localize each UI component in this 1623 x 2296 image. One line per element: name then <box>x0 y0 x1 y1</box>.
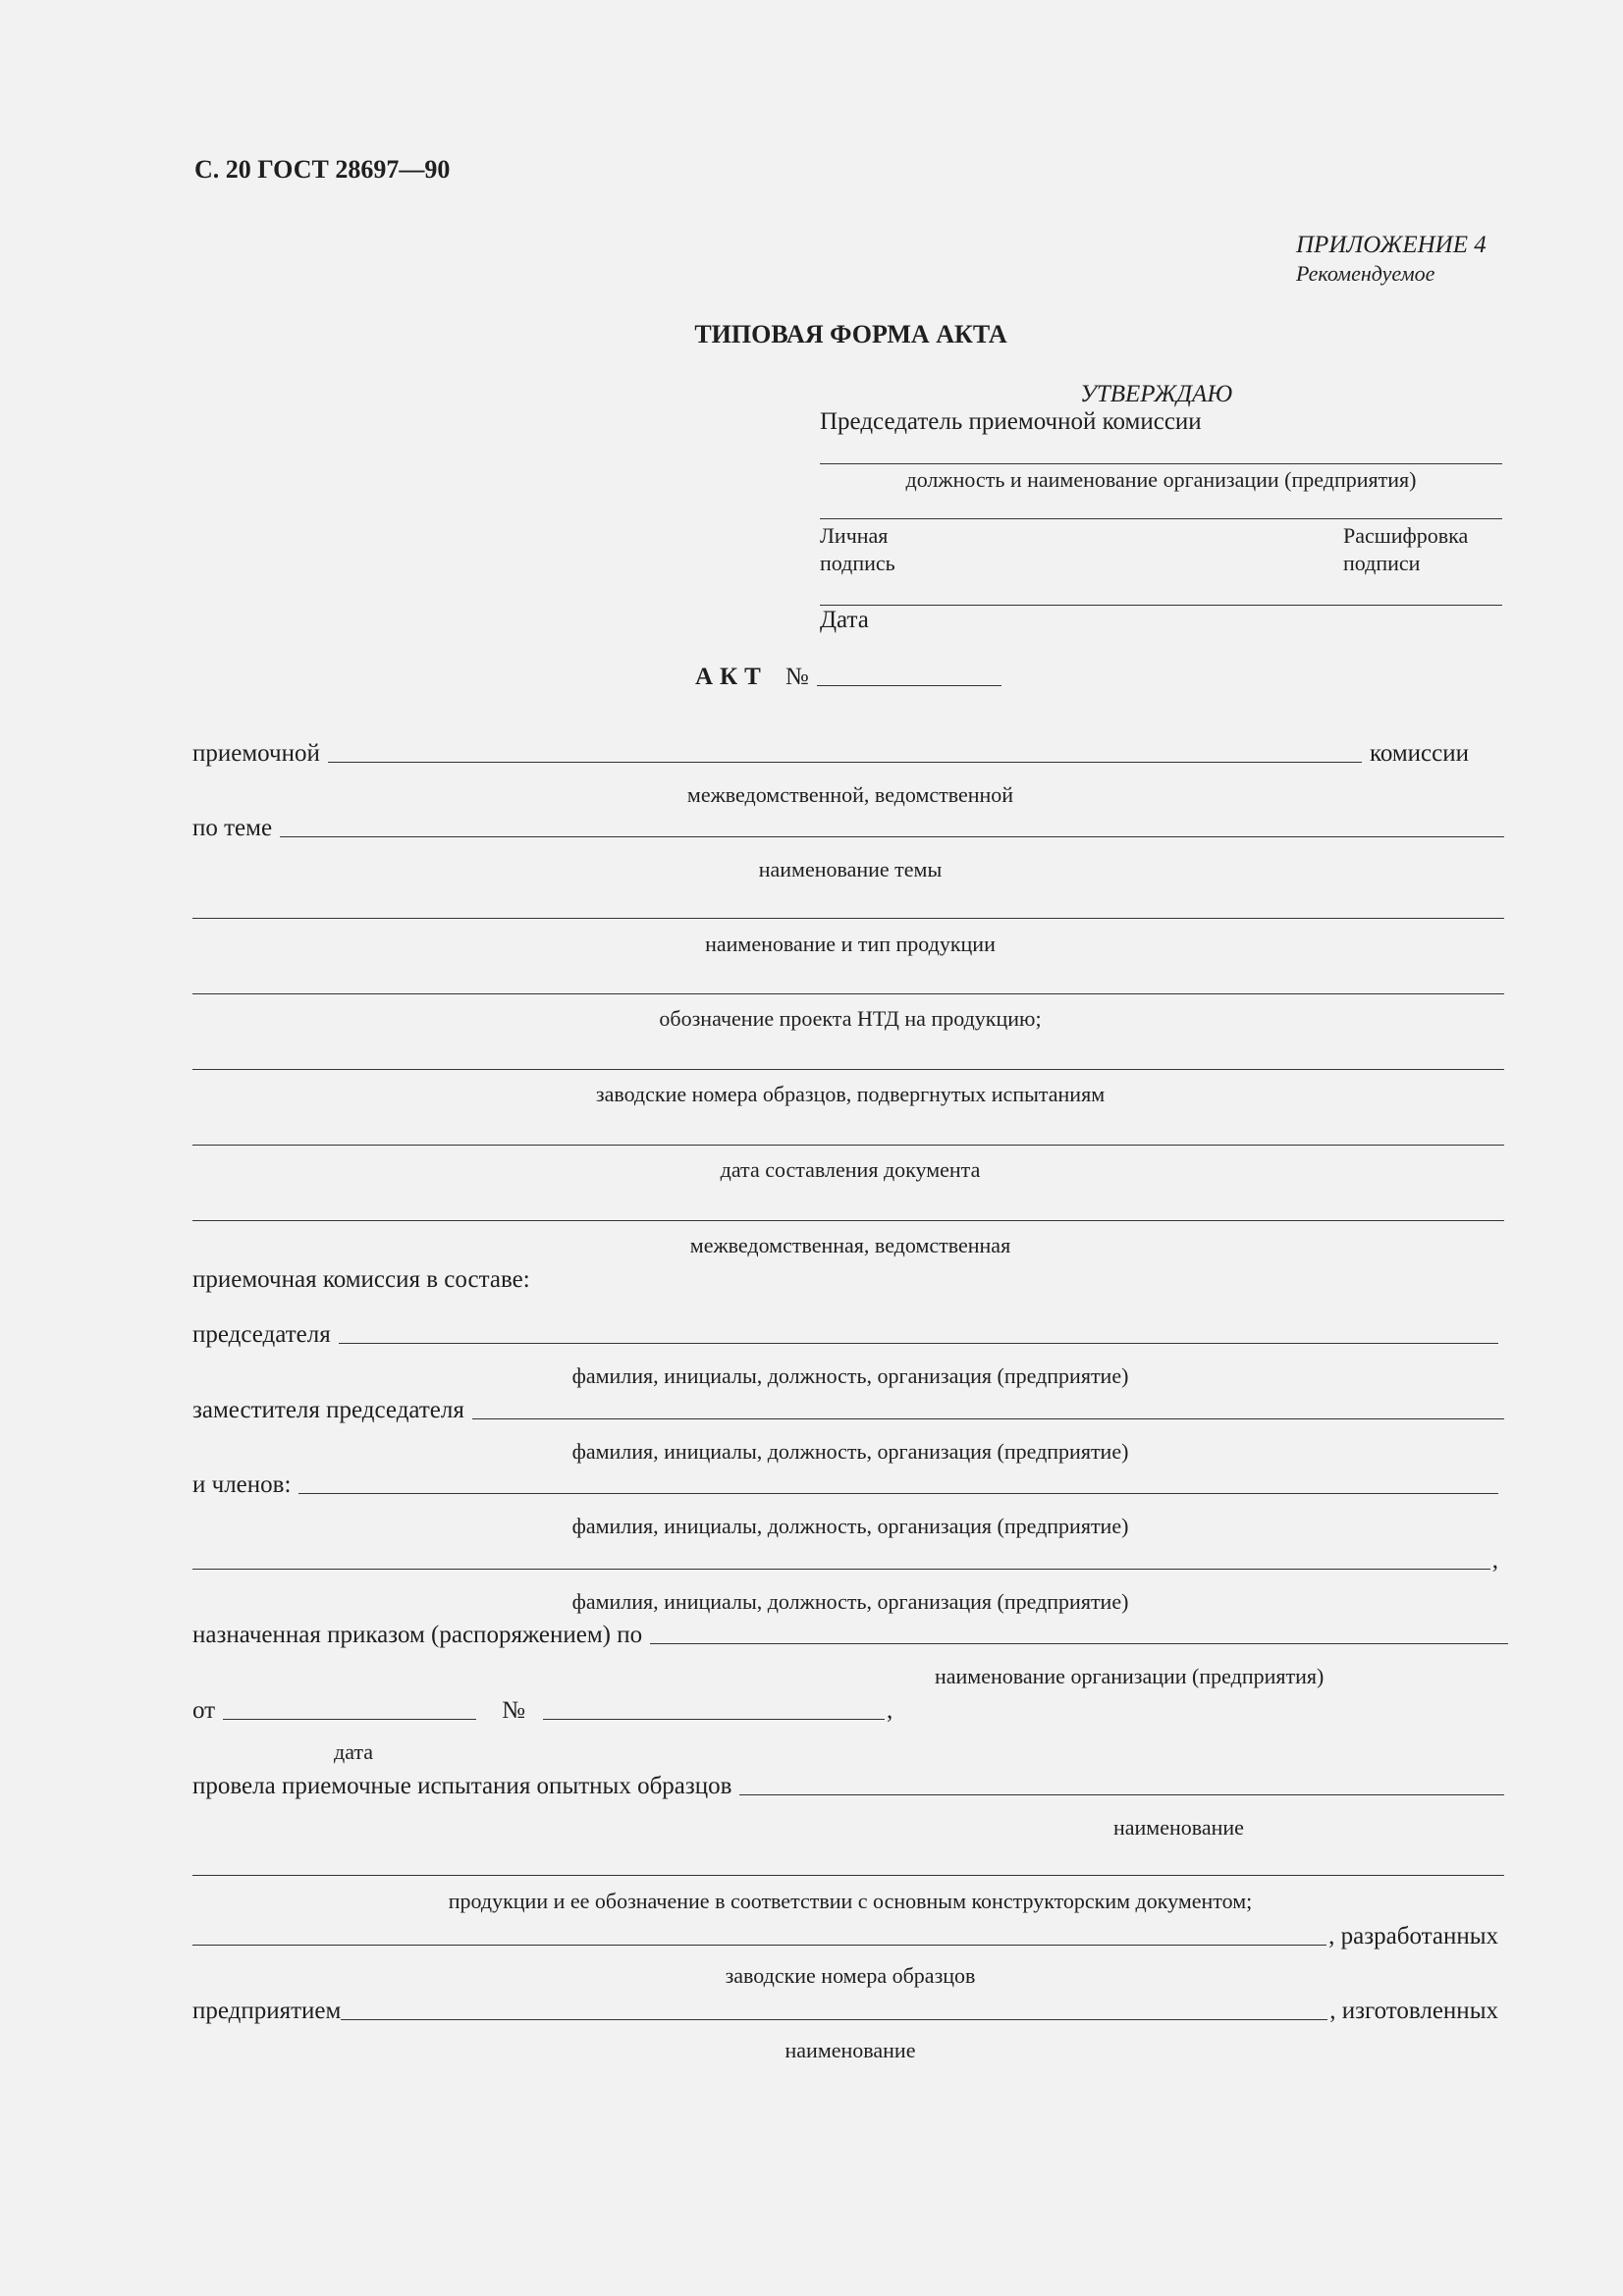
act-title: АКТ <box>695 664 768 690</box>
commission-caption: межведомственной, ведомственной <box>686 782 1014 807</box>
members2-row <box>192 1547 1498 1575</box>
chairman-label: Председатель приемочной комиссии <box>820 408 1202 435</box>
act-title-row <box>695 664 1009 691</box>
doc-date-caption: дата составления документа <box>720 1157 981 1182</box>
tests-prefix: провела приемочные испытания опытных образцов <box>192 1773 732 1799</box>
approve-label: УТВЕРЖДАЮ <box>1080 381 1233 407</box>
act-number-line[interactable] <box>817 685 1001 686</box>
order-number-line[interactable] <box>543 1719 885 1720</box>
tests-line[interactable] <box>739 1794 1504 1795</box>
serials-line[interactable] <box>192 1069 1504 1070</box>
members2-line[interactable] <box>192 1569 1490 1570</box>
tests-row <box>192 1773 1504 1800</box>
deputy-caption: фамилия, инициалы, должность, организация (предприятие) <box>571 1439 1129 1464</box>
members2-caption: фамилия, инициалы, должность, организация (предприятие) <box>571 1589 1129 1614</box>
commission2-caption: межведомственная, ведомственная <box>689 1233 1011 1257</box>
developed-suffix: , разработанных <box>1328 1923 1498 1949</box>
ntd-caption: обозначение проекта НТД на продукцию; <box>659 1006 1042 1031</box>
developed-row <box>192 1923 1498 1950</box>
product-doc-line[interactable] <box>192 1875 1504 1876</box>
commission2-line[interactable] <box>192 1220 1504 1221</box>
chairman-row <box>192 1321 1498 1349</box>
serials-caption: заводские номера образцов, подвергнутых испытаниям <box>595 1082 1106 1106</box>
product-caption: наименование и тип продукции <box>705 932 996 956</box>
act-number-sign: № <box>784 664 809 690</box>
commission-line[interactable] <box>328 762 1362 763</box>
order-date-line[interactable] <box>223 1719 476 1720</box>
deputy-line[interactable] <box>472 1418 1504 1419</box>
assigned-line[interactable] <box>650 1643 1508 1644</box>
decode-label-1: Расшифровка <box>1343 523 1469 548</box>
appendix-label: ПРИЛОЖЕНИЕ 4 <box>1296 232 1487 258</box>
product-line[interactable] <box>192 918 1504 919</box>
enterprise-row <box>192 1998 1498 2025</box>
date-line[interactable] <box>820 605 1502 606</box>
order-number-sign: № <box>502 1697 525 1724</box>
from-prefix: от <box>192 1697 216 1724</box>
order-date-row <box>192 1697 893 1725</box>
deputy-prefix: заместителя председателя <box>192 1397 464 1423</box>
topic-row <box>192 815 1504 842</box>
topic-caption: наименование темы <box>758 857 943 881</box>
date-label: Дата <box>820 607 869 633</box>
developed-line[interactable] <box>192 1945 1326 1946</box>
appendix-note: Рекомендуемое <box>1296 261 1435 286</box>
deputy-row <box>192 1397 1504 1424</box>
signature-label-2: подпись <box>820 551 895 575</box>
chairman-caption: фамилия, инициалы, должность, организация (предприятие) <box>571 1363 1129 1388</box>
enterprise-line[interactable] <box>341 2019 1327 2020</box>
signature-label-1: Личная <box>820 523 889 548</box>
chairman-prefix: председателя <box>192 1321 331 1348</box>
topic-line[interactable] <box>280 836 1504 837</box>
members-caption: фамилия, инициалы, должность, организация (предприятие) <box>571 1514 1129 1538</box>
members-line[interactable] <box>298 1493 1498 1494</box>
order-comma: , <box>886 1697 893 1724</box>
members-row <box>192 1471 1498 1499</box>
members2-comma: , <box>1491 1547 1498 1574</box>
position-line[interactable] <box>820 463 1502 464</box>
assigned-prefix: назначенная приказом (распоряжением) по <box>192 1622 643 1648</box>
product-doc-caption: продукции и ее обозначение в соответствии с основным конструкторским документом; <box>448 1889 1253 1913</box>
assigned-row <box>192 1622 1508 1649</box>
page-header: С. 20 ГОСТ 28697—90 <box>194 155 451 184</box>
tests-caption: наименование <box>1113 1815 1244 1840</box>
order-date-caption: дата <box>334 1739 374 1764</box>
decode-label-2: подписи <box>1343 551 1421 575</box>
commission-prefix: приемочной <box>192 740 320 767</box>
name2-caption: наименование <box>784 2038 916 2062</box>
members-prefix: и членов: <box>192 1471 292 1498</box>
chairman-line[interactable] <box>339 1343 1498 1344</box>
enterprise-prefix: предприятием <box>192 1998 342 2024</box>
ntd-line[interactable] <box>192 993 1504 994</box>
commission-suffix: комиссии <box>1369 740 1469 767</box>
org-caption: наименование организации (предприятия) <box>935 1664 1325 1688</box>
manufactured-suffix: , изготовленных <box>1329 1998 1498 2024</box>
serials2-caption: заводские номера образцов <box>725 1963 976 1988</box>
topic-prefix: по теме <box>192 815 273 841</box>
position-caption: должность и наименование организации (предприятия) <box>905 467 1417 492</box>
commission-row <box>192 740 1469 768</box>
doc-date-line[interactable] <box>192 1145 1504 1146</box>
composition-label: приемочная комиссия в составе: <box>192 1266 530 1293</box>
form-title: ТИПОВАЯ ФОРМА АКТА <box>694 320 1007 348</box>
signature-line[interactable] <box>820 518 1502 519</box>
